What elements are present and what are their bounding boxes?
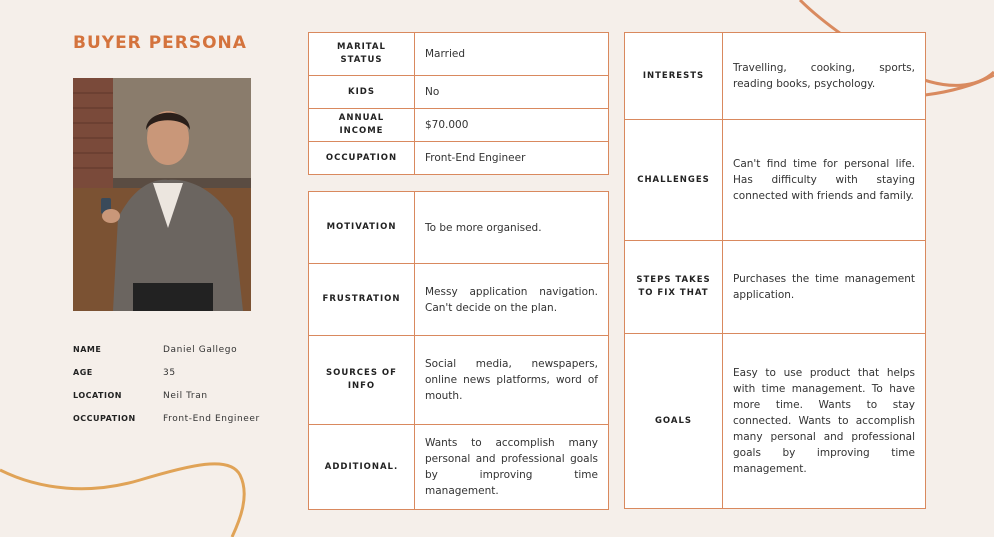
profile-value: Front-End Engineer — [163, 413, 260, 424]
row-value: $70.000 — [415, 109, 609, 142]
profile-value: Daniel Gallego — [163, 344, 238, 355]
row-label: CHALLENGES — [625, 120, 723, 241]
row-value: Front-End Engineer — [415, 142, 609, 175]
row-label: INTERESTS — [625, 33, 723, 120]
profile-info — [73, 338, 260, 430]
row-value: Can't find time for personal life. Has difficulty with staying connected with friends and family. — [723, 120, 926, 241]
persona-photo — [73, 78, 251, 311]
row-value: Easy to use product that helps with time management. To have more time. Wants to stay connected. Wants to accomplish many personal and professional goals by improving time management. — [723, 334, 926, 509]
table-row — [309, 109, 609, 142]
table-row — [625, 241, 926, 334]
profile-label: NAME — [73, 345, 102, 354]
profile-row-occupation — [73, 407, 260, 430]
profile-value: Neil Tran — [163, 390, 208, 401]
page-title: BUYER PERSONA — [73, 33, 247, 53]
motivation-table — [308, 191, 609, 510]
profile-label: LOCATION — [73, 391, 122, 400]
row-value: To be more organised. — [415, 192, 609, 264]
profile-row-age — [73, 361, 260, 384]
row-value: Purchases the time management application. — [723, 241, 926, 334]
table-row — [309, 425, 609, 510]
row-label: ADDITIONAL. — [309, 425, 415, 510]
table-row — [309, 33, 609, 76]
table-row — [309, 142, 609, 175]
row-value: Messy application navigation. Can't decide on the plan. — [415, 264, 609, 336]
demographics-table — [308, 32, 609, 175]
row-label: SOURCES OF INFO — [309, 336, 415, 425]
row-value: Married — [415, 33, 609, 76]
table-row — [625, 120, 926, 241]
profile-value: 35 — [163, 367, 176, 378]
table-row — [309, 76, 609, 109]
row-value: Travelling, cooking, sports, reading books, psychology. — [723, 33, 926, 120]
profile-label: OCCUPATION — [73, 414, 136, 423]
row-value: Social media, newspapers, online news platforms, word of mouth. — [415, 336, 609, 425]
profile-label: AGE — [73, 368, 93, 377]
profile-row-name — [73, 338, 260, 361]
row-label: STEPS TAKES TO FIX THAT — [625, 241, 723, 334]
table-row — [309, 336, 609, 425]
table-row — [625, 334, 926, 509]
row-label: OCCUPATION — [309, 142, 415, 175]
row-label: FRUSTRATION — [309, 264, 415, 336]
row-label: MARITAL STATUS — [309, 33, 415, 76]
row-label: ANNUAL INCOME — [309, 109, 415, 142]
table-row — [625, 33, 926, 120]
table-row — [309, 192, 609, 264]
row-value: Wants to accomplish many personal and professional goals by improving time management. — [415, 425, 609, 510]
profile-row-location — [73, 384, 260, 407]
portrait-image — [73, 78, 251, 311]
row-label: KIDS — [309, 76, 415, 109]
row-value: No — [415, 76, 609, 109]
table-row — [309, 264, 609, 336]
interests-table — [624, 32, 926, 509]
row-label: MOTIVATION — [309, 192, 415, 264]
row-label: GOALS — [625, 334, 723, 509]
